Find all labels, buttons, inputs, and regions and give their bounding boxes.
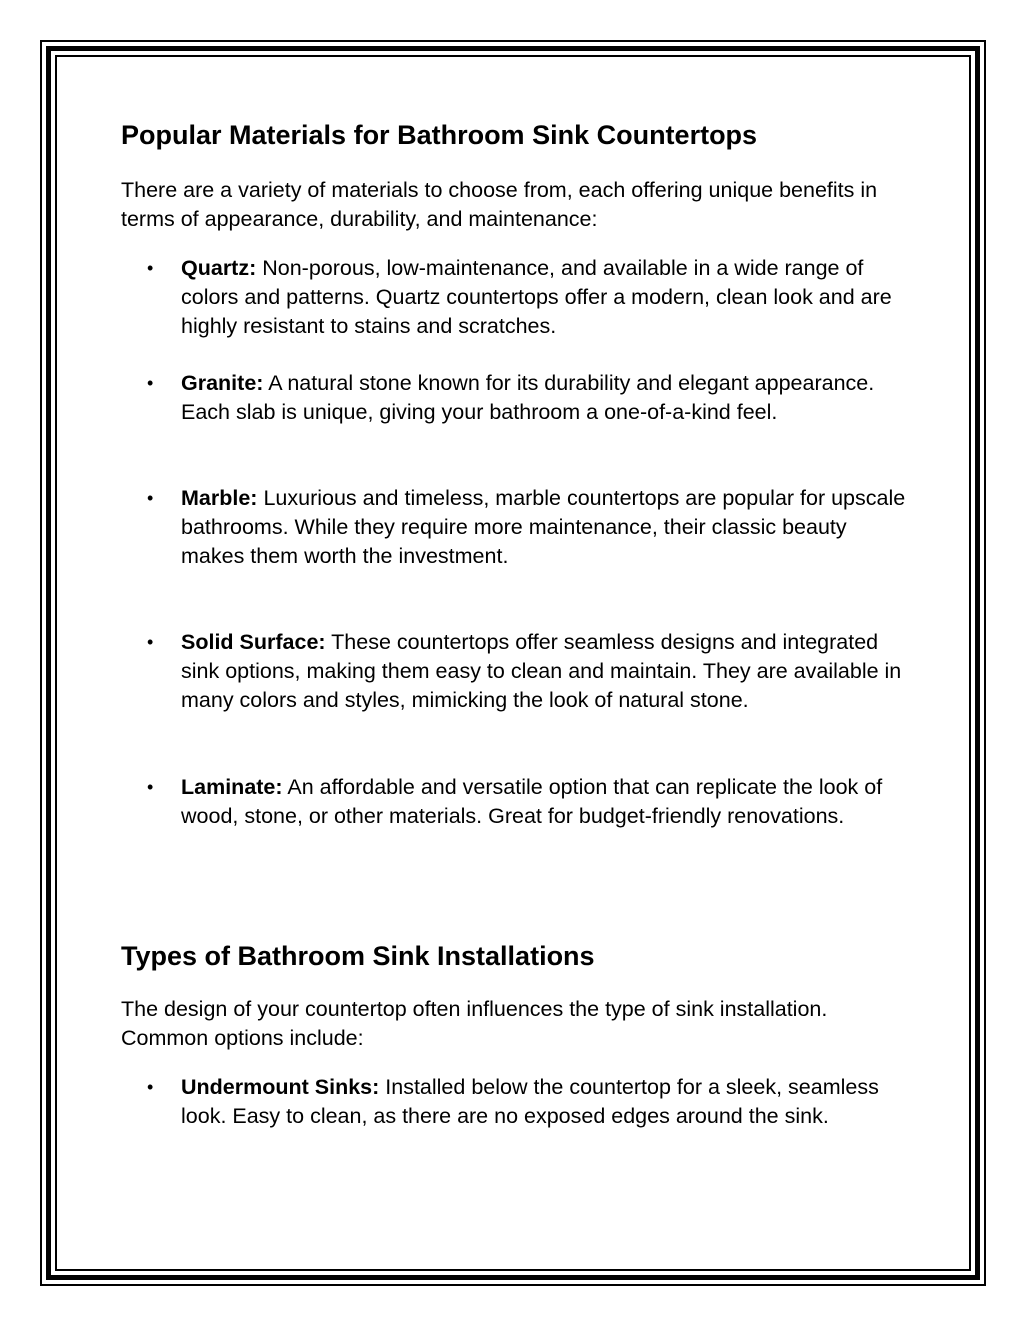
bullet-icon: • — [147, 373, 154, 393]
section-heading-installations: Types of Bathroom Sink Installations — [121, 941, 595, 971]
list-item-label: Solid Surface: — [181, 630, 326, 654]
list-item-description: These countertops offer seamless designs and integrated sink options, making them easy to clean and maintain. They are available in many colors and styles, mimicking the look of natural stone. — [181, 630, 902, 712]
list-item-description: A natural stone known for its durability and elegant appearance. Each slab is unique, giving your bathroom a one-of-a-kind feel. — [181, 371, 875, 424]
list-item-body — [181, 369, 911, 427]
list-item-body — [181, 1073, 911, 1131]
list-item-body — [181, 254, 911, 341]
list-item-laminate — [121, 773, 921, 831]
list-item-label: Undermount Sinks: — [181, 1075, 380, 1099]
list-item-description: An affordable and versatile option that can replicate the look of wood, stone, or other materials. Great for budget-friendly renovations. — [181, 775, 883, 828]
list-item-description: Installed below the countertop for a sleek, seamless look. Easy to clean, as there are no exposed edges around the sink. — [181, 1075, 879, 1128]
list-item-quartz — [121, 254, 921, 341]
section-intro-installations: The design of your countertop often influences the type of sink installation. Common options include: — [121, 997, 828, 1050]
bullet-icon: • — [147, 632, 154, 652]
list-item-description: Non-porous, low-maintenance, and available in a wide range of colors and patterns. Quartz countertops offer a modern, clean look and are highly resistant to stains and scratches. — [181, 256, 892, 338]
list-item-label: Laminate: — [181, 775, 283, 799]
bullet-icon: • — [147, 1077, 154, 1097]
bullet-icon: • — [147, 258, 154, 278]
list-item-label: Marble: — [181, 486, 258, 510]
section-intro-materials: There are a variety of materials to choose from, each offering unique benefits in terms of appearance, durability, and maintenance: — [121, 178, 878, 231]
list-item-description: Luxurious and timeless, marble countertops are popular for upscale bathrooms. While they require more maintenance, their classic beauty makes them worth the investment. — [181, 486, 906, 568]
list-item-label: Granite: — [181, 371, 264, 395]
list-item-granite — [121, 369, 921, 427]
list-item-body — [181, 628, 911, 715]
list-item-label: Quartz: — [181, 256, 257, 280]
list-item-body — [181, 484, 911, 571]
bullet-icon: • — [147, 777, 154, 797]
list-item-undermount — [121, 1073, 921, 1131]
list-item-marble — [121, 484, 921, 571]
list-item-solid-surface — [121, 628, 921, 715]
list-item-body — [181, 773, 911, 831]
bullet-icon: • — [147, 488, 154, 508]
section-heading-materials: Popular Materials for Bathroom Sink Countertops — [121, 120, 758, 150]
